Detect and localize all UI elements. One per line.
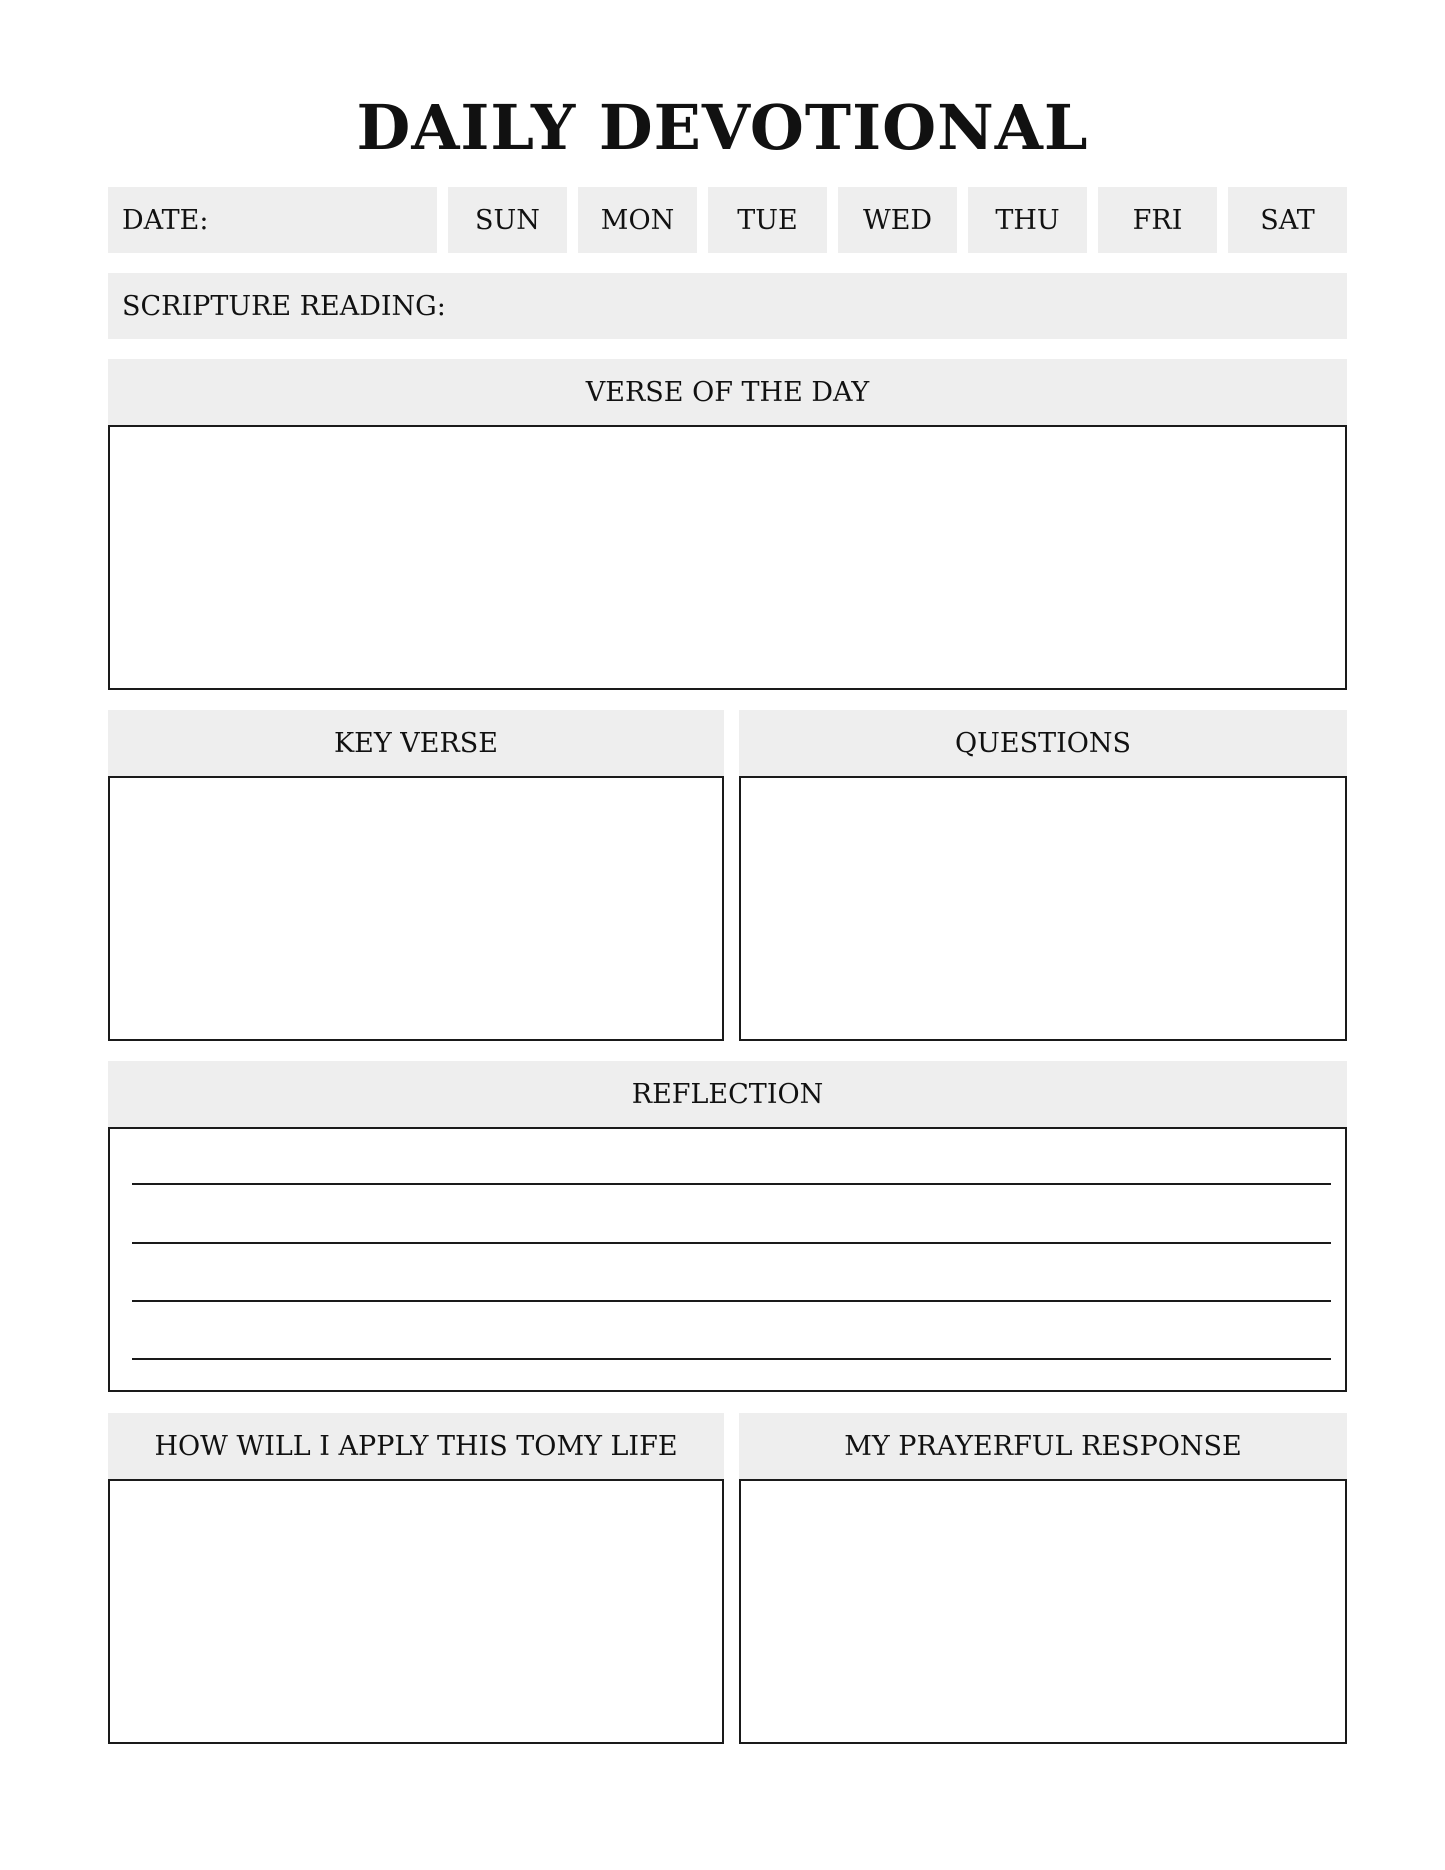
prayerful-response-box[interactable] xyxy=(739,1479,1347,1744)
key-verse-label: KEY VERSE xyxy=(333,727,499,759)
writing-line xyxy=(132,1183,1331,1185)
questions-box[interactable] xyxy=(739,776,1347,1041)
day-label: SUN xyxy=(475,204,540,236)
day-label: FRI xyxy=(1132,204,1183,236)
apply-box[interactable] xyxy=(108,1479,724,1744)
page-title: DAILY DEVOTIONAL xyxy=(356,91,1089,164)
apply-label: HOW WILL I APPLY THIS TOMY LIFE xyxy=(154,1430,678,1462)
verse-of-day-label: VERSE OF THE DAY xyxy=(585,376,870,408)
scripture-reading-label: SCRIPTURE READING: xyxy=(122,290,446,322)
day-sat[interactable] xyxy=(1228,187,1347,253)
writing-line xyxy=(132,1242,1331,1244)
day-label: MON xyxy=(600,204,675,236)
day-label: WED xyxy=(862,204,933,236)
date-field[interactable] xyxy=(108,187,437,253)
day-mon[interactable] xyxy=(578,187,697,253)
scripture-reading-field[interactable] xyxy=(108,273,1347,339)
reflection-header xyxy=(108,1061,1347,1127)
prayerful-response-header xyxy=(739,1413,1347,1479)
apply-header xyxy=(108,1413,724,1479)
questions-label: QUESTIONS xyxy=(954,727,1132,759)
day-label: THU xyxy=(995,204,1060,236)
reflection-box[interactable] xyxy=(108,1127,1347,1392)
date-label: DATE: xyxy=(122,204,209,236)
writing-line xyxy=(132,1300,1331,1302)
verse-of-day-header xyxy=(108,359,1347,425)
verse-of-day-box[interactable] xyxy=(108,425,1347,690)
day-label: TUE xyxy=(737,204,798,236)
key-verse-box[interactable] xyxy=(108,776,724,1041)
day-thu[interactable] xyxy=(968,187,1087,253)
day-tue[interactable] xyxy=(708,187,827,253)
prayerful-response-label: MY PRAYERFUL RESPONSE xyxy=(844,1430,1242,1462)
day-sun[interactable] xyxy=(448,187,567,253)
key-verse-header xyxy=(108,710,724,776)
reflection-label: REFLECTION xyxy=(631,1078,824,1110)
day-wed[interactable] xyxy=(838,187,957,253)
writing-line xyxy=(132,1358,1331,1360)
day-fri[interactable] xyxy=(1098,187,1217,253)
questions-header xyxy=(739,710,1347,776)
day-label: SAT xyxy=(1260,204,1315,236)
